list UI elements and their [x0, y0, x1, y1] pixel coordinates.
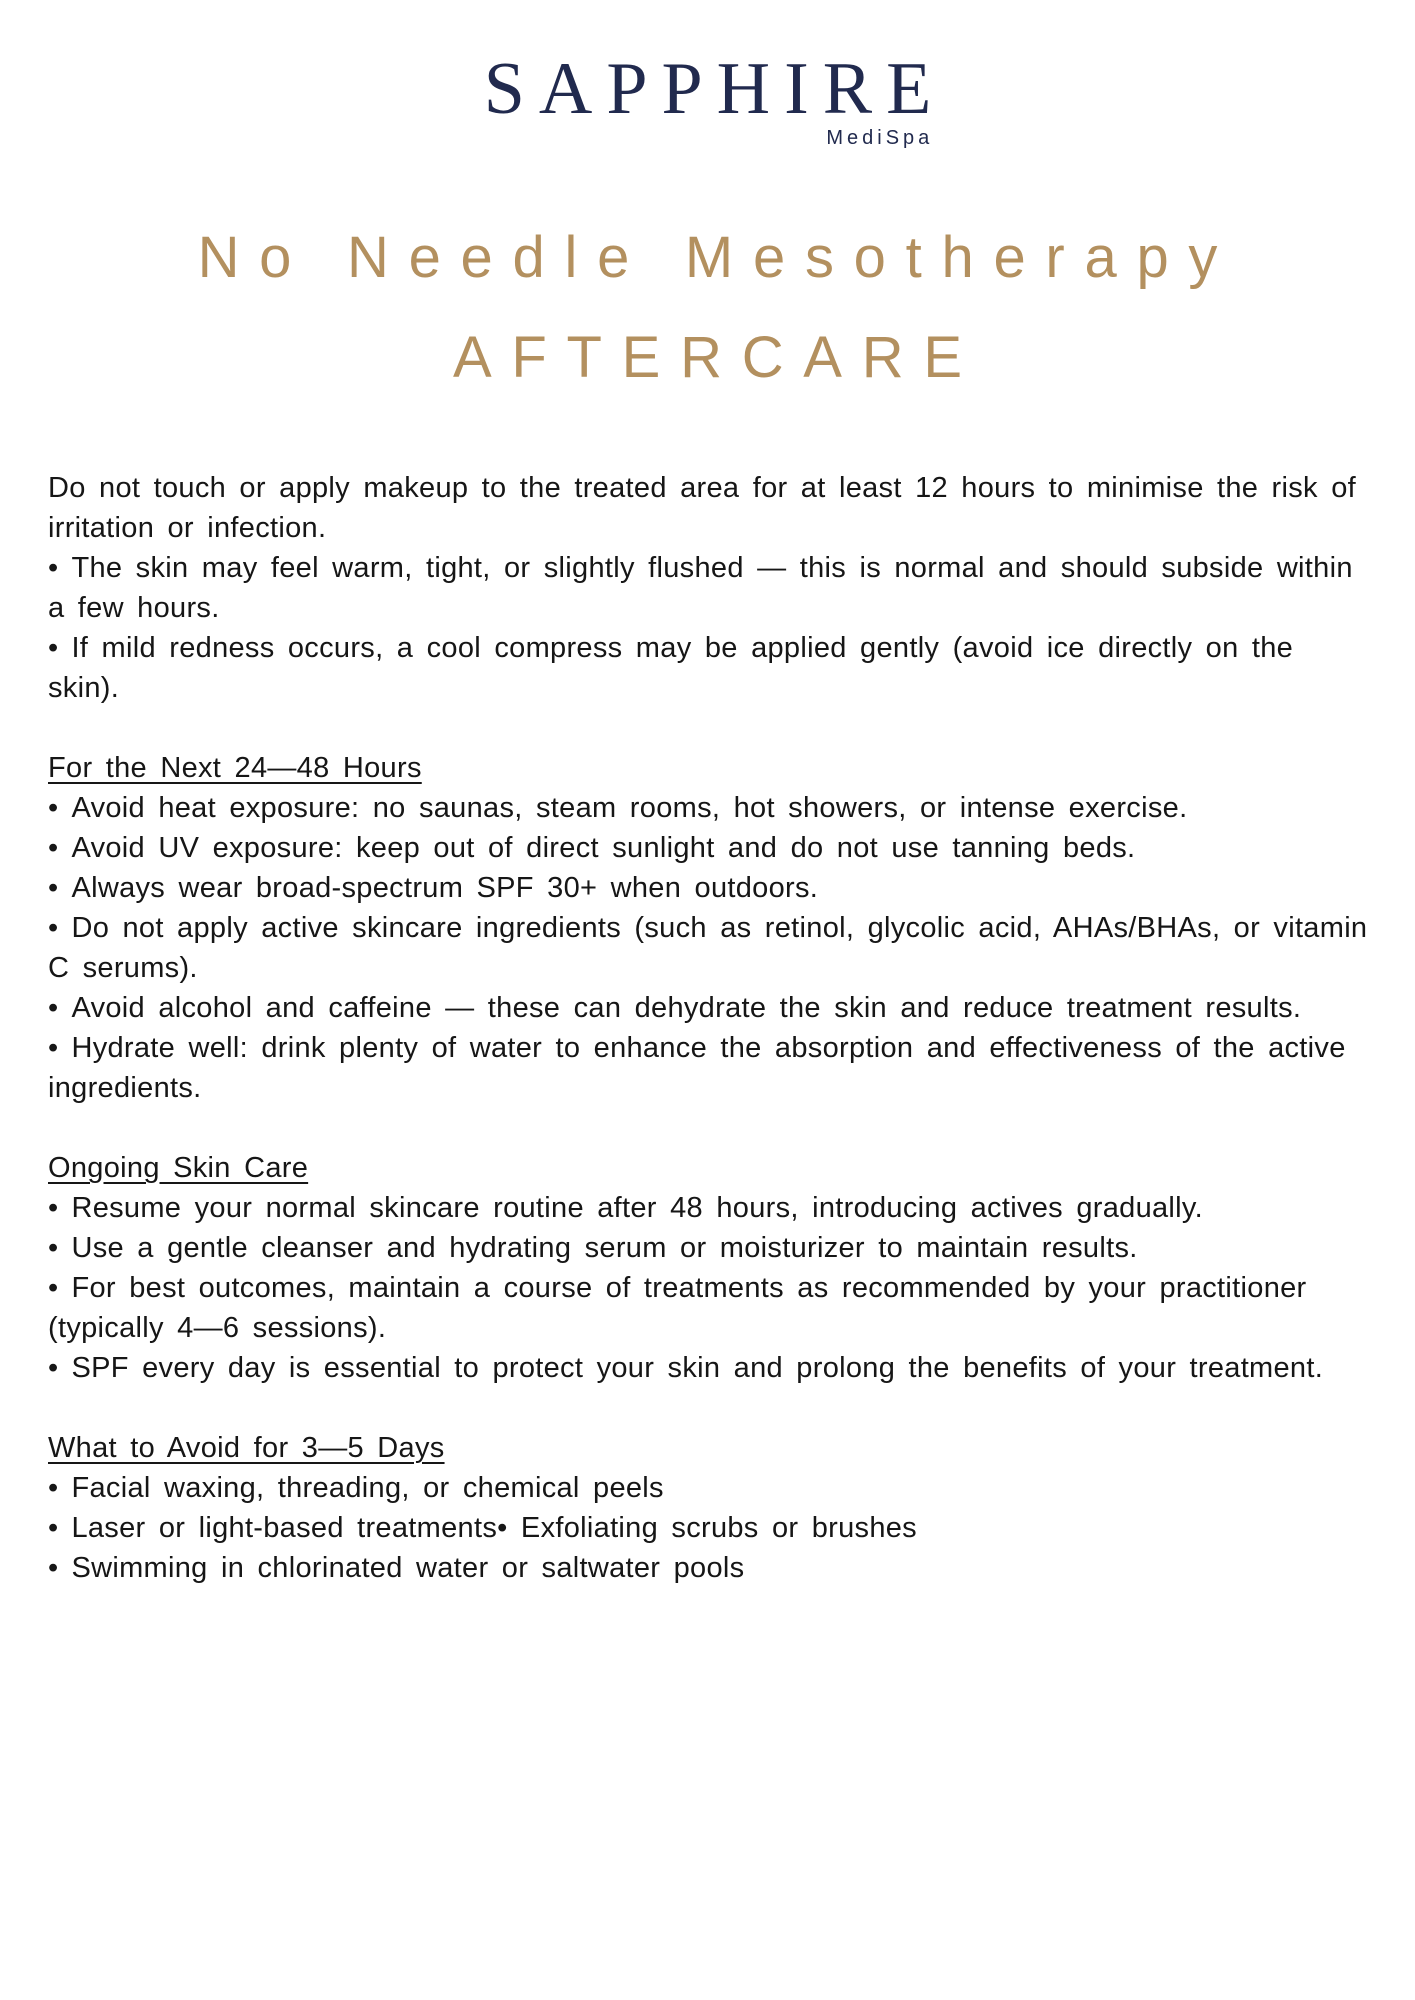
bullet-text: Hydrate well: drink plenty of water to enhance the absorption and effectiveness of the active ingredients.	[48, 1032, 1346, 1104]
bullet-dot: •	[48, 832, 59, 864]
sections	[48, 748, 1370, 1588]
brand-subtitle: MediSpa	[826, 127, 934, 149]
bullet-item	[48, 1548, 1370, 1588]
bullet-item	[48, 828, 1370, 868]
bullet-text: SPF every day is essential to protect your skin and prolong the benefits of your treatment.	[71, 1352, 1324, 1384]
bullet-dot: •	[48, 872, 59, 904]
title-line-1: No Needle Mesotherapy	[197, 225, 1238, 290]
intro-paragraph: Do not touch or apply makeup to the treated area for at least 12 hours to minimise the risk of irritation or infection.	[48, 472, 1356, 544]
document-title	[0, 208, 1415, 408]
bullet-dot: •	[48, 1512, 59, 1544]
bullet-text: Avoid alcohol and caffeine — these can dehydrate the skin and reduce treatment results.	[71, 992, 1302, 1024]
section-heading: For the Next 24—48 Hours	[48, 752, 422, 784]
bullet-text: Swimming in chlorinated water or saltwater pools	[71, 1552, 745, 1584]
bullet-text: Resume your normal skincare routine after 48 hours, introducing actives gradually.	[71, 1192, 1203, 1224]
bullet-item	[48, 628, 1370, 708]
bullet-dot: •	[48, 1032, 59, 1064]
bullet-item	[48, 1268, 1370, 1348]
bullet-item	[48, 1228, 1370, 1268]
bullet-dot: •	[48, 1472, 59, 1504]
bullet-item	[48, 988, 1370, 1028]
bullet-item	[48, 1508, 1370, 1548]
bullet-dot: •	[48, 1272, 59, 1304]
bullet-text: Always wear broad-spectrum SPF 30+ when outdoors.	[71, 872, 819, 904]
bullet-text: If mild redness occurs, a cool compress may be applied gently (avoid ice directly on the skin).	[48, 632, 1294, 704]
document-body	[0, 468, 1415, 1588]
bullet-dot: •	[48, 1192, 59, 1224]
bullet-dot: •	[48, 992, 59, 1024]
bullet-item	[48, 1468, 1370, 1508]
bullet-item	[48, 908, 1370, 988]
bullet-item	[48, 1348, 1370, 1388]
logo	[0, 0, 1415, 150]
bullet-dot: •	[48, 1232, 59, 1264]
bullet-item	[48, 868, 1370, 908]
intro-bullets	[48, 548, 1370, 708]
bullet-text: Avoid UV exposure: keep out of direct sunlight and do not use tanning beds.	[71, 832, 1136, 864]
section	[48, 1148, 1370, 1388]
bullet-text: Avoid heat exposure: no saunas, steam rooms, hot showers, or intense exercise.	[71, 792, 1188, 824]
section	[48, 748, 1370, 1108]
logo-block	[483, 48, 946, 150]
bullet-item	[48, 548, 1370, 628]
bullet-text: Laser or light-based treatments• Exfoliating scrubs or brushes	[71, 1512, 917, 1544]
bullet-text: The skin may feel warm, tight, or slightly flushed — this is normal and should subside within a few hours.	[48, 552, 1353, 624]
section	[48, 1428, 1370, 1588]
bullet-item	[48, 788, 1370, 828]
bullet-dot: •	[48, 792, 59, 824]
bullet-item	[48, 1188, 1370, 1228]
bullet-text: For best outcomes, maintain a course of treatments as recommended by your practitioner (typically 4—6 sessions).	[48, 1272, 1307, 1344]
bullet-text: Facial waxing, threading, or chemical peels	[71, 1472, 664, 1504]
section-heading: What to Avoid for 3—5 Days	[48, 1432, 445, 1464]
bullet-text: Do not apply active skincare ingredients (such as retinol, glycolic acid, AHAs/BHAs, or vitamin C serums).	[48, 912, 1368, 984]
bullet-item	[48, 1028, 1370, 1108]
section-heading: Ongoing Skin Care	[48, 1152, 309, 1184]
bullet-dot: •	[48, 912, 59, 944]
bullet-dot: •	[48, 632, 59, 664]
bullet-dot: •	[48, 552, 59, 584]
bullet-dot: •	[48, 1352, 59, 1384]
brand-name: SAPPHIRE	[483, 48, 946, 130]
title-line-2: AFTERCARE	[452, 325, 982, 390]
bullet-dot: •	[48, 1552, 59, 1584]
bullet-text: Use a gentle cleanser and hydrating serum or moisturizer to maintain results.	[71, 1232, 1138, 1264]
